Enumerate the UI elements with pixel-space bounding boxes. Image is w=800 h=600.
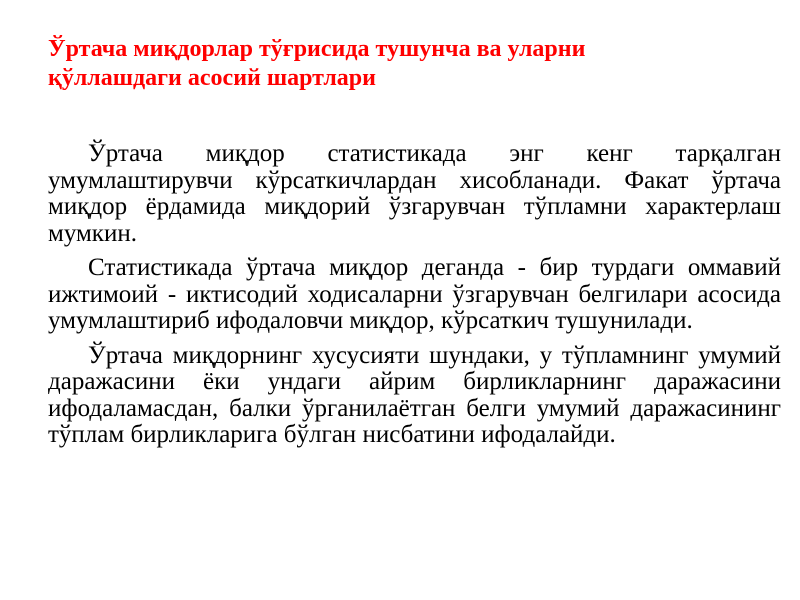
title-line-1: Ўртача миқдорлар тўғрисида тушунча ва уларни: [48, 36, 586, 62]
slide-title: [48, 35, 748, 93]
paragraph-2: Статистикада ўртача миқдор деганда - бир турдаги оммавий ижтимоий - иктисодий ходисаларни ўзгарувчан белгилари асосида умумлаштириб ифодаловчи миқдор, кўрсаткич тушунилади.: [48, 254, 781, 334]
paragraph-1: Ўртача миқдор статистикада энг кенг тарқалган умумлаштирувчи кўрсаткичлардан хисобланади. Факат ўртача миқдор ёрдамида миқдорий ўзгарувчан тўпламни характерлаш мумкин.: [48, 140, 781, 247]
slide-body: [48, 141, 781, 457]
paragraph-3: Ўртача миқдорнинг хусусияти шундаки, у тўпламнинг умумий даражасини ёки ундаги айрим бирликларнинг даражасини ифодаламасдан, балки ўрганилаётган белги умумий даражасининг тўплам бирликларига бўлган нисбатини ифодалайди.: [48, 341, 781, 448]
title-line-2: қўллашдаги асосий шартлари: [48, 65, 376, 91]
